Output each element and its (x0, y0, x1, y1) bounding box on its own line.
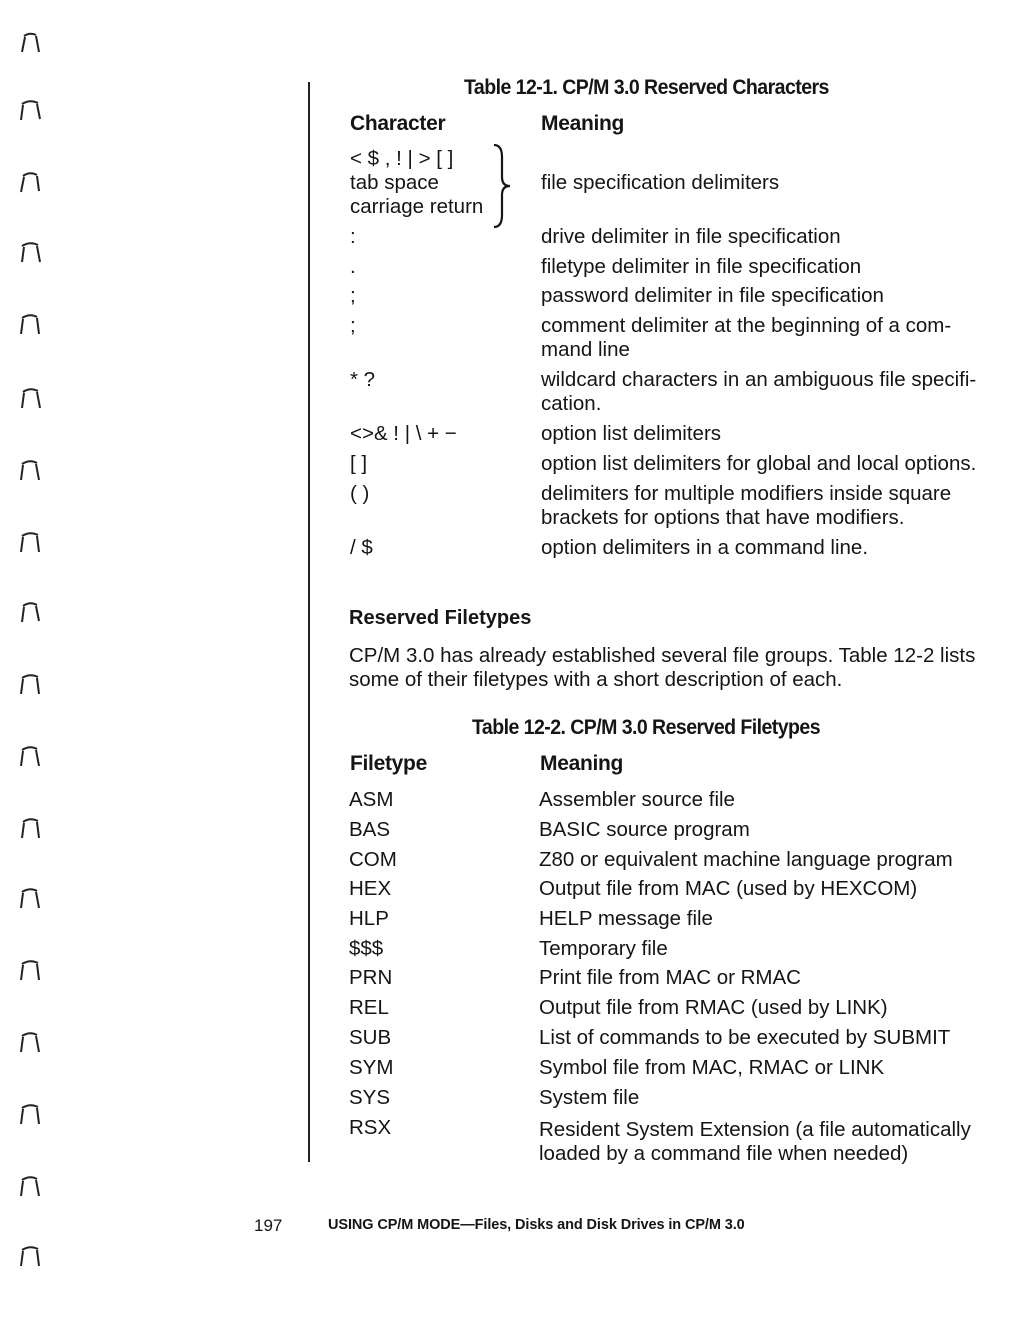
table1-group-char-3: carriage return (350, 195, 484, 218)
table2-row-9-meaning: List of commands to be executed by SUBMIT (539, 1026, 951, 1049)
table2-row-11-type: SYS (349, 1086, 391, 1109)
table2-row-4-meaning: Output file from MAC (used by HEXCOM) (539, 877, 918, 900)
table1-row-4-meaning: comment delimiter at the beginning of a com-mand line (541, 314, 952, 361)
table2-row-11-meaning: System file (539, 1086, 640, 1109)
section-heading: Reserved Filetypes (349, 607, 532, 629)
table1-group-char-1: < $ , ! | > [ ] (350, 147, 454, 170)
table2-row-2-meaning: BASIC source program (539, 818, 750, 841)
table1-row-4-char: ; (350, 314, 356, 337)
table2-row-6-type: $$$ (349, 937, 384, 960)
table1-row-3-char: ; (350, 284, 356, 307)
table1-row-7-char: [ ] (350, 452, 368, 475)
table1-row-9-meaning: option delimiters in a command line. (541, 536, 869, 559)
table2-row-8-meaning: Output file from RMAC (used by LINK) (539, 996, 888, 1019)
table2-row-1-type: ASM (349, 788, 394, 811)
table1-row-3-meaning: password delimiter in file specification (541, 284, 884, 307)
table2-row-8-type: REL (349, 996, 389, 1019)
table2-row-5-meaning: HELP message file (539, 907, 713, 930)
table1-row-7-meaning: option list delimiters for global and local options. (541, 452, 977, 475)
table2-header-filetype: Filetype (350, 752, 427, 775)
grouping-brace (490, 143, 516, 229)
table2-row-10-type: SYM (349, 1056, 394, 1079)
table2-caption: Table 12-2. CP/M 3.0 Reserved Filetypes (472, 716, 821, 739)
section-paragraph: CP/M 3.0 has already established several file groups. Table 12-2 lists some of their filetypes with a short description of each. (349, 644, 976, 691)
table1-row-1-meaning: drive delimiter in file specification (541, 225, 841, 248)
table2-row-3-type: COM (349, 848, 397, 871)
table2-row-4-type: HEX (349, 877, 392, 900)
running-footer: USING CP/M MODE—Files, Disks and Disk Drives in CP/M 3.0 (328, 1217, 745, 1233)
table1-group-char-2: tab space (350, 171, 439, 194)
table1-row-1-char: : (350, 225, 356, 248)
table2-row-3-meaning: Z80 or equivalent machine language program (539, 848, 953, 871)
table2-row-9-type: SUB (349, 1026, 392, 1049)
page-number: 197 (254, 1216, 283, 1235)
table2-row-7-meaning: Print file from MAC or RMAC (539, 966, 801, 989)
binding-margin-marks (0, 0, 60, 1330)
table1-group-meaning: file specification delimiters (541, 171, 780, 194)
table1-row-2-char: . (350, 255, 356, 278)
table1-row-8-meaning: delimiters for multiple modifiers inside square brackets for options that have modifiers. (541, 482, 952, 529)
table1-row-8-char: ( ) (350, 482, 370, 505)
table1-row-9-char: / $ (350, 536, 373, 559)
table2-row-12-type: RSX (349, 1116, 392, 1139)
table1-row-6-meaning: option list delimiters (541, 422, 722, 445)
table1-row-2-meaning: filetype delimiter in file specification (541, 255, 862, 278)
table2-row-12-meaning: Resident System Extension (a file automatically loaded by a command file when needed) (539, 1118, 971, 1165)
table2-row-6-meaning: Temporary file (539, 937, 668, 960)
margin-rule (308, 82, 310, 1162)
table2-row-7-type: PRN (349, 966, 393, 989)
table2-row-5-type: HLP (349, 907, 389, 930)
table2-row-1-meaning: Assembler source file (539, 788, 735, 811)
table1-header-character: Character (350, 112, 446, 135)
table1-row-5-char: * ? (350, 368, 376, 391)
table1-header-meaning: Meaning (541, 112, 625, 135)
table2-row-2-type: BAS (349, 818, 391, 841)
table1-row-5-meaning: wildcard characters in an ambiguous file specifi-cation. (541, 368, 977, 415)
table2-row-10-meaning: Symbol file from MAC, RMAC or LINK (539, 1056, 885, 1079)
table1-caption: Table 12-1. CP/M 3.0 Reserved Characters (464, 76, 829, 99)
table1-row-6-char: <>& ! | \ + − (350, 422, 457, 445)
table2-header-meaning: Meaning (540, 752, 624, 775)
